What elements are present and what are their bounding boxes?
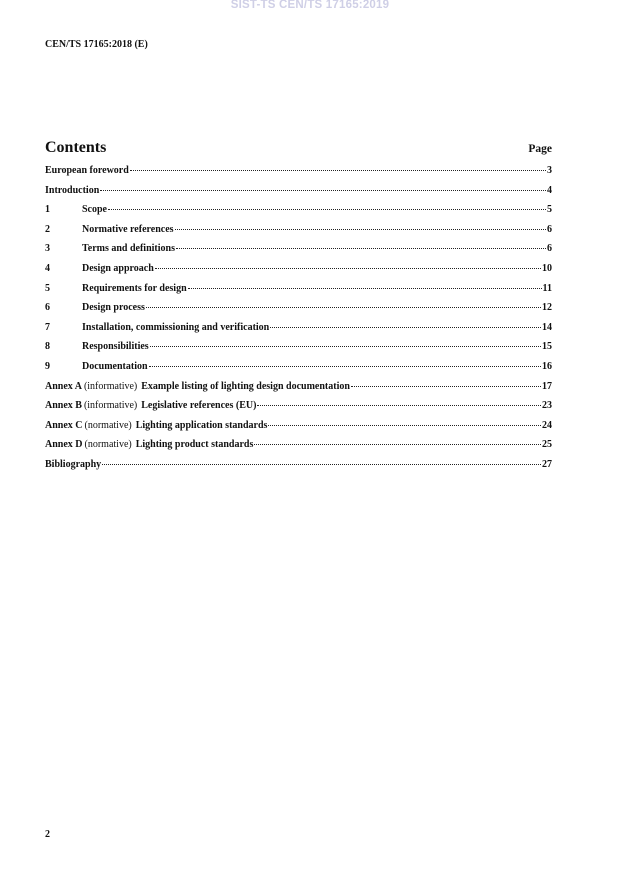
toc-entry-documentation[interactable] (45, 361, 552, 381)
dot-leader (100, 190, 546, 191)
toc-annex-title: Lighting product standards (135, 439, 254, 451)
toc-entry-label: European foreword (45, 165, 129, 176)
toc-entry-label: Requirements for design (82, 282, 187, 294)
toc-entry-page: 15 (542, 341, 552, 353)
dot-leader (150, 346, 541, 347)
toc-entry-requirements-for-design[interactable] (45, 283, 552, 303)
page-number: 2 (45, 829, 50, 840)
toc-entry-page: 23 (542, 400, 552, 412)
dot-leader (188, 288, 542, 289)
toc-entry-number: 3 (45, 243, 50, 255)
toc-entry-design-process[interactable] (45, 302, 552, 322)
toc-annex-type: (informative) (83, 380, 138, 392)
dot-leader (149, 366, 541, 367)
document-identifier: CEN/TS 17165:2018 (E) (45, 39, 148, 50)
toc-entry-page: 14 (542, 321, 552, 333)
toc-annex-id: Annex D (45, 439, 83, 451)
dot-leader (155, 268, 541, 269)
toc-entry-number: 8 (45, 341, 50, 353)
toc-annex-id: Annex A (45, 380, 82, 392)
toc-entry-bibliography[interactable] (45, 459, 552, 479)
dot-leader (268, 425, 541, 426)
toc-entry-page: 6 (547, 243, 552, 255)
toc-entry-label: Scope (82, 204, 107, 216)
dot-leader (257, 405, 541, 406)
dot-leader (351, 386, 541, 387)
toc-entry-page: 6 (547, 223, 552, 235)
dot-leader (108, 209, 546, 210)
dot-leader (102, 464, 541, 465)
toc-page-column-label: Page (528, 143, 552, 155)
toc-entry-label: Design process (82, 302, 145, 314)
toc-annex-id: Annex C (45, 419, 83, 431)
toc-annex-id: Annex B (45, 400, 82, 412)
toc-annex-type: (normative) (84, 419, 132, 431)
toc-entry-number: 1 (45, 204, 50, 216)
toc-entry-label: Bibliography (45, 458, 102, 470)
toc-annex-title: Legislative references (EU) (141, 400, 257, 412)
dot-leader (130, 170, 546, 171)
toc-entry-page: 12 (542, 302, 552, 314)
toc-annex-type: (informative) (83, 400, 138, 412)
toc-annex-title: Example listing of lighting design documentation (141, 380, 350, 392)
toc-entry-label: Terms and definitions (82, 243, 175, 255)
toc-entry-scope[interactable] (45, 204, 552, 224)
toc-entry-design-approach[interactable] (45, 263, 552, 283)
toc-entry-annex-b[interactable] (45, 400, 552, 420)
toc-entry-number: 7 (45, 321, 50, 333)
toc-entry-number: 2 (45, 223, 50, 235)
toc-header (45, 133, 552, 157)
toc-entry-label: Responsibilities (82, 341, 149, 353)
toc-entry-number: 5 (45, 282, 50, 294)
toc-entry-page: 25 (542, 439, 552, 451)
toc-entry-annex-d[interactable] (45, 439, 552, 459)
watermark: SIST-TS CEN/TS 17165:2019 (230, 0, 390, 11)
table-of-contents (45, 165, 552, 479)
toc-entry-page: 27 (542, 458, 552, 470)
toc-entry-annex-c[interactable] (45, 420, 552, 440)
toc-entry-terms-and-definitions[interactable] (45, 243, 552, 263)
toc-entry-label: Documentation (82, 360, 148, 372)
toc-entry-annex-a[interactable] (45, 381, 552, 401)
toc-entry-number: 4 (45, 262, 50, 274)
toc-entry-label: Installation, commissioning and verification (82, 321, 270, 333)
dot-leader (175, 229, 546, 230)
toc-entry-number: 9 (45, 360, 50, 372)
toc-annex-type: (normative) (84, 439, 132, 451)
toc-entry-page: 3 (547, 165, 552, 176)
toc-entry-page: 24 (542, 419, 552, 431)
toc-entry-page: 17 (542, 380, 552, 392)
toc-entry-page: 4 (547, 184, 552, 196)
dot-leader (270, 327, 541, 328)
toc-entry-number: 6 (45, 302, 50, 314)
toc-entry-page: 11 (542, 282, 552, 294)
toc-entry-european-foreword[interactable] (45, 165, 552, 185)
toc-entry-page: 10 (542, 262, 552, 274)
toc-title: Contents (45, 139, 107, 156)
toc-entry-label: Design approach (82, 262, 154, 274)
toc-entry-page: 5 (547, 204, 552, 216)
toc-annex-title: Lighting application standards (135, 419, 268, 431)
toc-entry-normative-references[interactable] (45, 224, 552, 244)
toc-entry-installation-commissioning-verification[interactable] (45, 322, 552, 342)
dot-leader (146, 307, 541, 308)
toc-entry-label: Introduction (45, 184, 100, 196)
toc-entry-responsibilities[interactable] (45, 341, 552, 361)
dot-leader (254, 444, 541, 445)
toc-entry-introduction[interactable] (45, 185, 552, 205)
dot-leader (176, 248, 546, 249)
toc-entry-page: 16 (542, 360, 552, 372)
toc-entry-label: Normative references (82, 223, 174, 235)
